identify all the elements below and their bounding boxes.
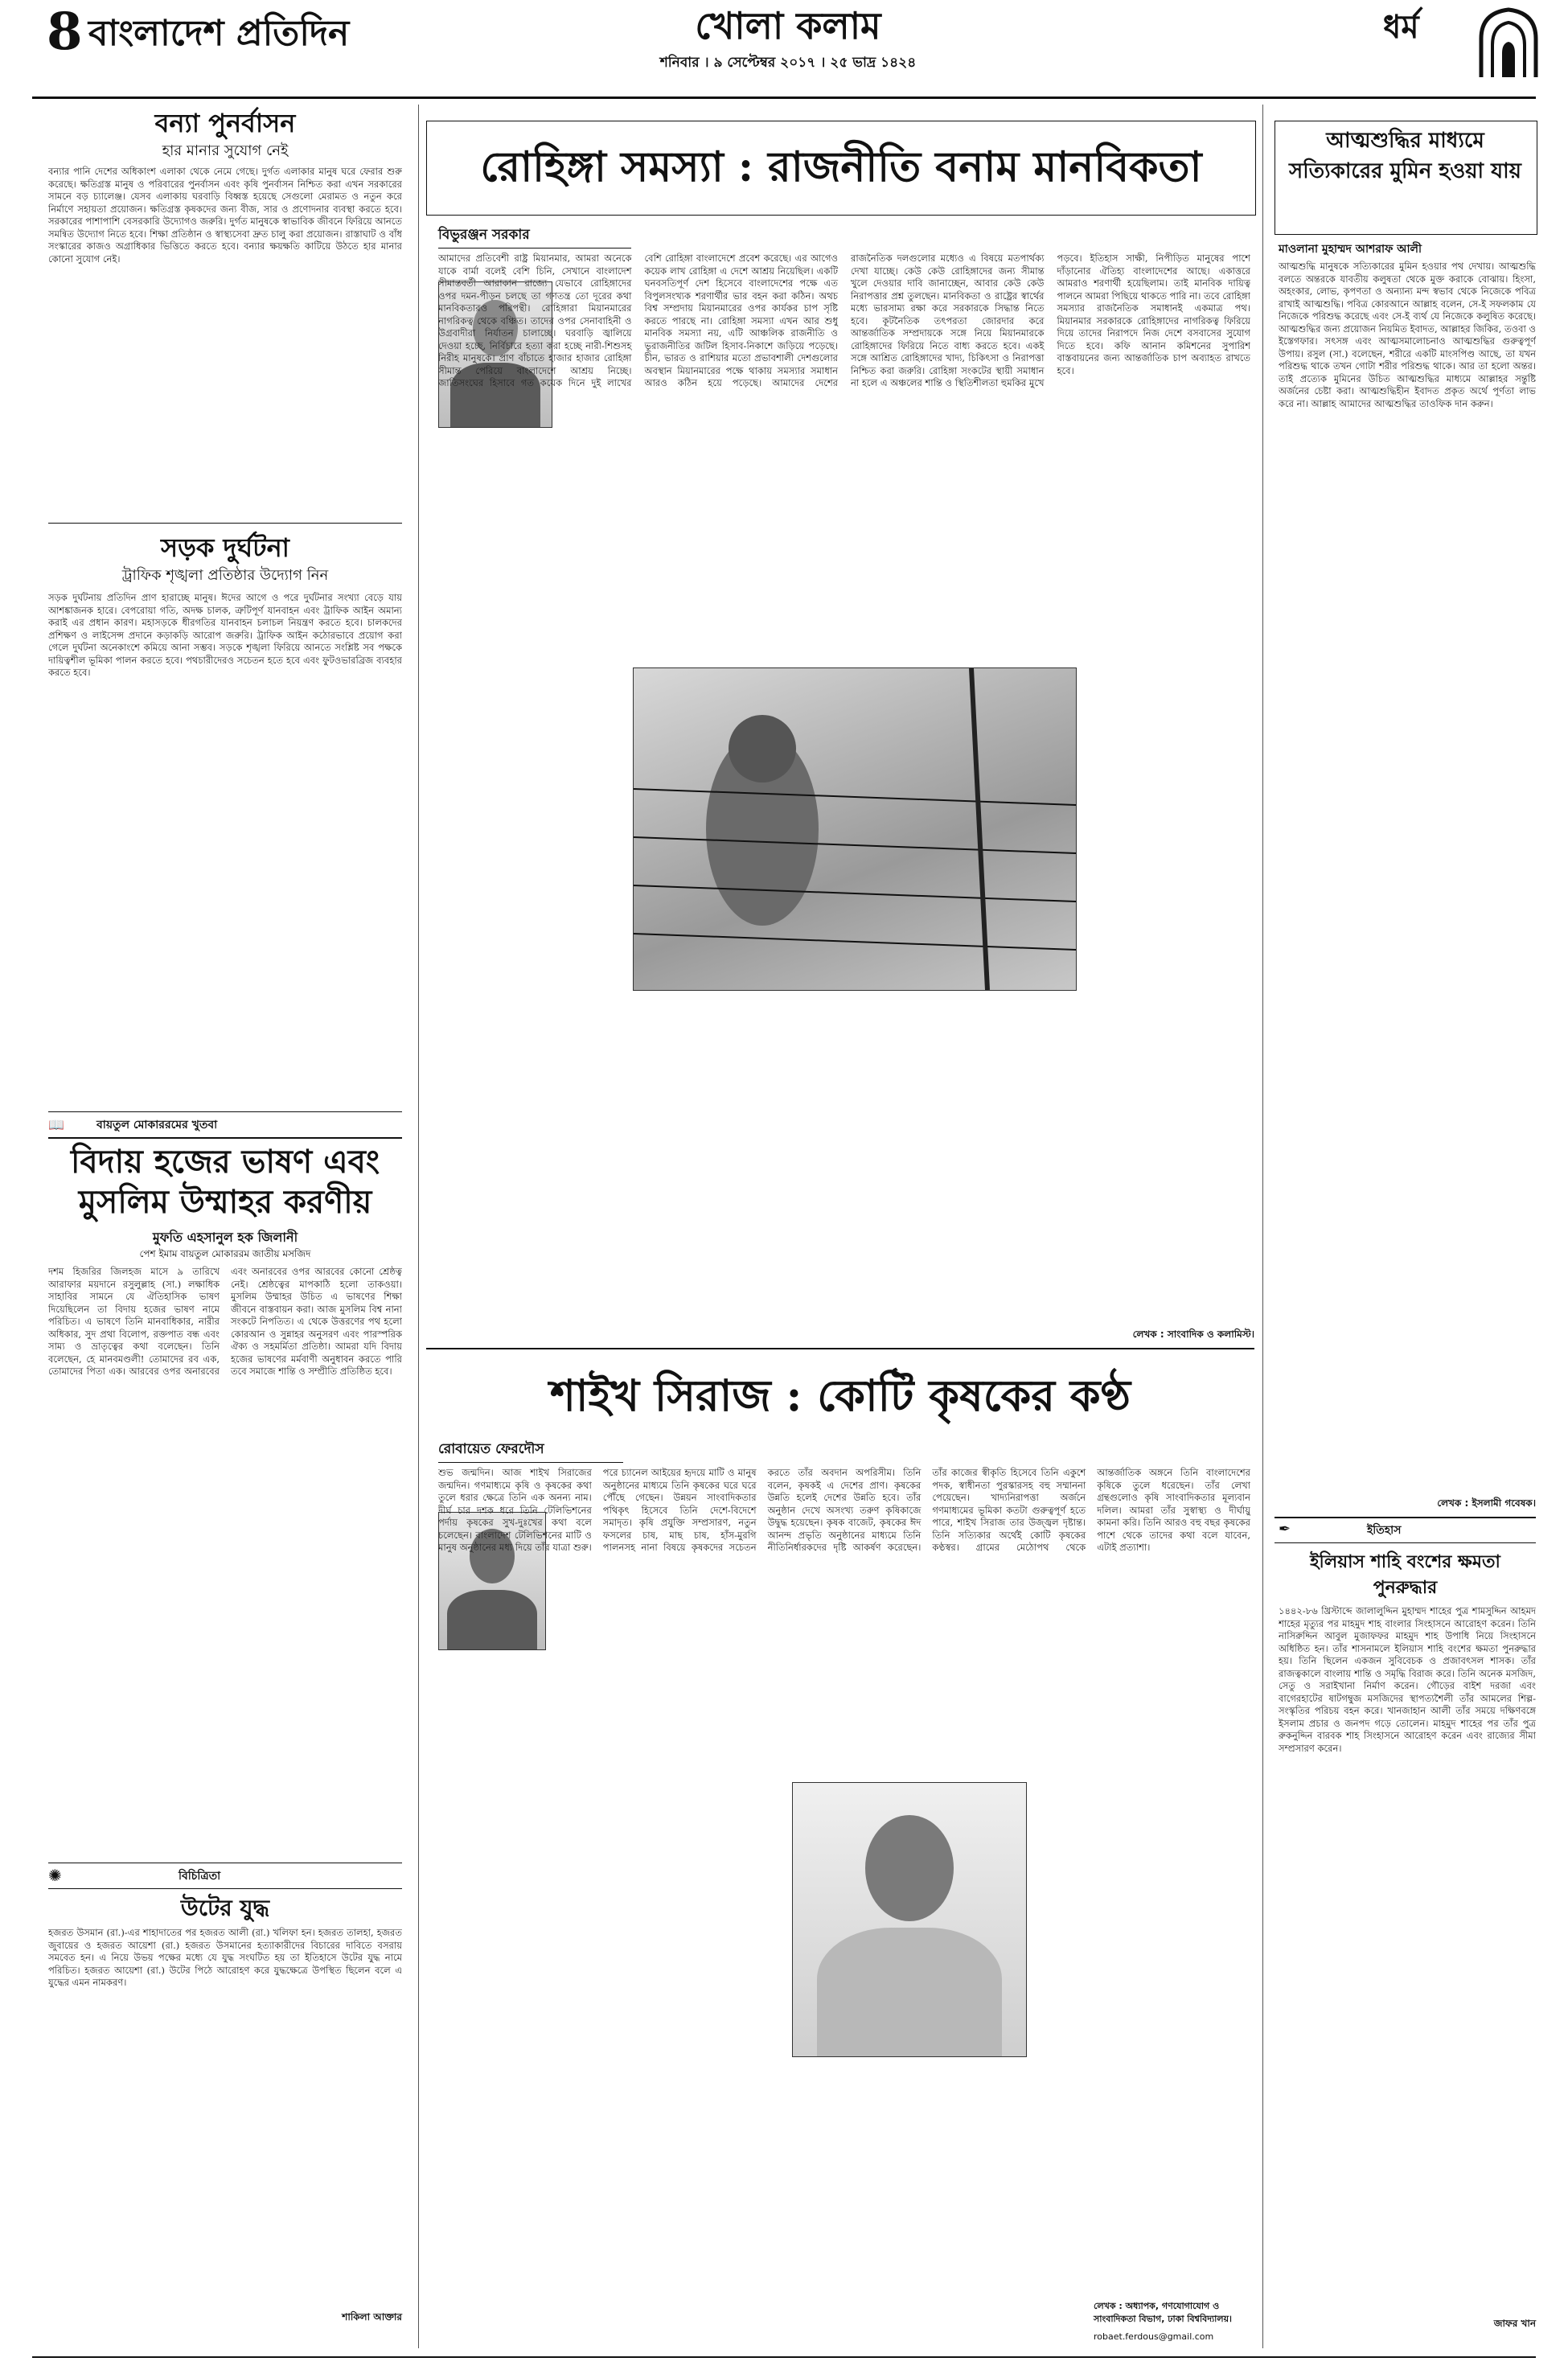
date-line: শনিবার । ৯ সেপ্টেম্বর ২০১৭ । ২৫ ভাদ্র ১৪২৪ — [659, 55, 917, 71]
hajj-title: বিদায় হজের ভাষণ এবং মুসলিম উম্মাহর করণীয় — [70, 1143, 380, 1221]
purity-credit: লেখক : ইসলামী গবেষক। — [1437, 1497, 1536, 1509]
divider — [48, 1111, 402, 1112]
shykh-email: robaet.ferdous@gmail.com — [1094, 2331, 1214, 2342]
misc-label: বিচিত্রিতা — [179, 1870, 221, 1883]
rohingya-footer: লেখক : সাংবাদিক ও কলামিস্ট। — [1132, 1329, 1254, 1340]
shykh-author: রোবায়েত ফেরদৌস — [438, 1441, 544, 1457]
shykh-headline: শাইখ সিরাজ : কোটি কৃষকের কণ্ঠ — [549, 1370, 1131, 1421]
shykh-body: শুভ জন্মদিন। আজ শাইখ সিরাজের জন্মদিন। গণমাধ্যমে কৃষি ও কৃষকের কথা তুলে ধরার ক্ষেত্রে তিনি এক অনন্য নাম। দীর্ঘ চার দশক ধরে তিনি টেলিভিশনের পর্দায় কৃষকের সুখ-দুঃখের কথা বলে চলেছেন। বাংলাদেশ টেলিভিশনের মাটি ও মানুষ অনুষ্ঠানের মধ্য দিয়ে তাঁর যাত্রা শুরু। পরে চ্যানেল আইয়ের হৃদয়ে মাটি ও মানুষ অনুষ্ঠানের মাধ্যমে তিনি কৃষকের ঘরে ঘরে পৌঁছে গেছেন। উন্নয়ন সাংবাদিকতার পথিকৃৎ হিসেবে তিনি দেশে-বিদেশে সমাদৃত। কৃষি প্রযুক্তি সম্প্রসারণ, নতুন ফসলের চাষ, মাছ চাষ, হাঁস-মুরগি পালনসহ নানা বিষয়ে কৃষকদের সচেতন করতে তাঁর অবদান অপরিসীম। তিনি বলেন, কৃষকই এ দেশের প্রাণ। কৃষকের উন্নতি হলেই দেশের উন্নতি হবে। তাঁর অনুষ্ঠান দেখে অসংখ্য তরুণ কৃষিকাজে উদ্বুদ্ধ হয়েছেন। কৃষক বাজেট, কৃষকের ঈদ আনন্দ প্রভৃতি অনুষ্ঠানের মাধ্যমে তিনি নীতিনির্ধারকদের দৃষ্টি আকর্ষণ করেছেন। তাঁর কাজের স্বীকৃতি হিসেবে তিনি একুশে পদক, স্বাধীনতা পুরস্কারসহ বহু সম্মাননা পেয়েছেন। খাদ্যনিরাপত্তা অর্জনে গণমাধ্যমের ভূমিকা কতটা গুরুত্বপূর্ণ হতে পারে, শাইখ সিরাজ তার উজ্জ্বল দৃষ্টান্ত। তিনি সত্যিকার অর্থেই কোটি কৃষকের কণ্ঠস্বর। গ্রামের মেঠোপথ থেকে আন্তর্জাতিক অঙ্গনে তিনি বাংলাদেশের কৃষিকে তুলে ধরেছেন। তাঁর লেখা গ্রন্থগুলোও কৃষি সাংবাদিকতার মূল্যবান দলিল। আমরা তাঁর সুস্বাস্থ্য ও দীর্ঘায়ু কামনা করি। তিনি আরও বহু বছর কৃষকের পাশে থেকে তাদের কথা বলে যাবেন, এটাই প্রত্যাশা। — [438, 1467, 1250, 1553]
ilyas-credit: জাফর খান — [1493, 2318, 1536, 2329]
mosque-arch-icon — [1476, 6, 1541, 79]
camel-title: উটের যুদ্ধ — [180, 1895, 270, 1921]
history-label: ইতিহাস — [1367, 1524, 1402, 1537]
ilyas-body: ১৪৪২-৮৬ খ্রিস্টাব্দে জালালুদ্দিন মুহাম্মদ শাহের পুত্র শামসুদ্দিন আহমদ শাহের মৃত্যুর পর মাহমুদ শাহ বাংলার সিংহাসনে আরোহণ করেন। তিনি নাসিরুদ্দিন আবুল মুজাফফর মাহমুদ শাহ উপাধি নিয়ে সিংহাসনে অধিষ্ঠিত হন। তাঁর শাসনামলে ইলিয়াস শাহি বংশের ক্ষমতা পুনরুদ্ধার হয়। তিনি ছিলেন একজন সুবিবেচক ও প্রজাবৎসল শাসক। তাঁর রাজত্বকালে বাংলায় শান্তি ও সমৃদ্ধি বিরাজ করে। তিনি অনেক মসজিদ, সেতু ও সরাইখানা নির্মাণ করেন। গৌড়ের বাইশ দরজা এবং বাগেরহাটের ষাটগম্বুজ মসজিদের স্থাপত্যশৈলী তাঁর আমলের শিল্প-সংস্কৃতির পরিচয় বহন করে। খানজাহান আলী তাঁর সময়ে দক্ষিণবঙ্গে ইসলাম প্রচার ও জনপদ গড়ে তোলেন। মাহমুদ শাহের পর তাঁর পুত্র রুকনুদ্দিন বারবক শাহ সিংহাসনে আরোহণ করেন এবং রাজ্যের সীমা সম্প্রসারণ করেন। — [1279, 1605, 1536, 1754]
divider — [48, 1137, 402, 1139]
section-title: খোলা কলাম — [695, 4, 881, 47]
flood-body: বন্যার পানি দেশের অধিকাংশ এলাকা থেকে নেমে গেছে। দুর্গত এলাকার মানুষ ঘরে ফেরার শুরু করেছে। ক্ষতিগ্রস্ত মানুষ ও পরিবারের পুনর্বাসন এবং কৃষি পুনর্বাসন নিশ্চিত করা এখন সরকারের সামনে বড় চ্যালেঞ্জ। যেসব এলাকায় ঘরবাড়ি বিধ্বস্ত হয়েছে সেগুলো মেরামত ও নতুন করে নির্মাণে সহায়তা প্রয়োজন। ক্ষতিগ্রস্ত কৃষকদের জন্য বীজ, সার ও প্রণোদনার ব্যবস্থা করতে হবে। সরকারের পাশাপাশি বেসরকারি উদ্যোগও জরুরি। দুর্গত মানুষকে স্বাভাবিক জীবনে ফিরিয়ে আনতে সমন্বিত উদ্যোগ নিতে হবে। শিক্ষা প্রতিষ্ঠান ও স্বাস্থ্যসেবা দ্রুত চালু করা প্রয়োজন। রাস্তাঘাট ও বাঁধ সংস্কারের কাজও অগ্রাধিকার ভিত্তিতে করতে হবে। বন্যার ক্ষয়ক্ষতি কাটিয়ে উঠতে হার মানার কোনো সুযোগ নেই। — [48, 166, 402, 265]
flood-title: বন্যা পুনর্বাসন — [154, 108, 296, 138]
book-icon: 📖 — [48, 1117, 64, 1132]
section-label-religion: ধর্ম — [1383, 8, 1419, 46]
masthead-rule — [32, 97, 1536, 99]
rohingya-body: আমাদের প্রতিবেশী রাষ্ট্র মিয়ানমার, আমরা অনেকে যাকে বার্মা বলেই বেশি চিনি, সেখানে বাংলাদেশ সীমান্তবর্তী আরাকান রাজ্যে যেভাবে রোহিঙ্গাদের ওপর দমন-পীড়ন চলছে তা গণতন্ত্র তো দূরের কথা মানবিকতারও পরিপন্থী। রোহিঙ্গারা মিয়ানমারের নাগরিকত্ব থেকে বঞ্চিত। তাদের ওপর সেনাবাহিনী ও উগ্রবাদীরা নির্যাতন চালাচ্ছে। ঘরবাড়ি জ্বালিয়ে দেওয়া হচ্ছে, নির্বিচারে হত্যা করা হচ্ছে নারী-শিশুসহ নিরীহ মানুষকে। প্রাণ বাঁচাতে হাজার হাজার রোহিঙ্গা সীমান্ত পেরিয়ে বাংলাদেশে আশ্রয় নিচ্ছে। জাতিসংঘের হিসাবে গত কয়েক দিনে দুই লাখের বেশি রোহিঙ্গা বাংলাদেশে প্রবেশ করেছে। এর আগেও কয়েক লাখ রোহিঙ্গা এ দেশে আশ্রয় নিয়েছিল। একটি ঘনবসতিপূর্ণ দেশ হিসেবে বাংলাদেশের পক্ষে এত বিপুলসংখ্যক শরণার্থীর ভার বহন করা কঠিন। অথচ বিশ্ব সম্প্রদায় মিয়ানমারের ওপর কার্যকর চাপ সৃষ্টি করতে পারছে না। রোহিঙ্গা সমস্যা এখন আর শুধু মানবিক সমস্যা নয়, এটি আঞ্চলিক রাজনীতি ও ভূরাজনীতির জটিল হিসাব-নিকাশে জড়িয়ে পড়েছে। চীন, ভারত ও রাশিয়ার মতো প্রভাবশালী দেশগুলোর অবস্থান মিয়ানমারের পক্ষে থাকায় সমস্যার সমাধান আরও কঠিন হয়ে পড়েছে। আমাদের দেশের রাজনৈতিক দলগুলোর মধ্যেও এ বিষয়ে মতপার্থক্য দেখা যাচ্ছে। কেউ কেউ রোহিঙ্গাদের জন্য সীমান্ত খুলে দেওয়ার দাবি জানাচ্ছেন, আবার কেউ কেউ নিরাপত্তার প্রশ্ন তুলছেন। মানবিকতা ও রাষ্ট্রের স্বার্থের মধ্যে ভারসাম্য রক্ষা করে সরকারকে সিদ্ধান্ত নিতে হবে। কূটনৈতিক তৎপরতা জোরদার করে আন্তর্জাতিক সম্প্রদায়কে সঙ্গে নিয়ে মিয়ানমারকে রোহিঙ্গাদের ফিরিয়ে নিতে বাধ্য করতে হবে। একই সঙ্গে আশ্রিত রোহিঙ্গাদের খাদ্য, চিকিৎসা ও নিরাপত্তা নিশ্চিত করা জরুরি। রোহিঙ্গা সংকটের স্থায়ী সমাধান না হলে এ অঞ্চলের শান্তি ও স্থিতিশীলতা হুমকির মুখে পড়বে। ইতিহাস সাক্ষী, নিপীড়িত মানুষের পাশে দাঁড়ানোর ঐতিহ্য বাংলাদেশের আছে। একাত্তরে আমরাও শরণার্থী হয়েছিলাম। তাই মানবিক দায়িত্ব পালনে আমরা পিছিয়ে থাকতে পারি না। তবে রোহিঙ্গা সমস্যার রাজনৈতিক সমাধানই একমাত্র পথ। মিয়ানমার সরকারকে রোহিঙ্গাদের নাগরিকত্ব ফিরিয়ে দিয়ে তাদের নিরাপদে নিজ দেশে বসবাসের সুযোগ দিতে হবে। কফি আনান কমিশনের সুপারিশ বাস্তবায়নের জন্য আন্তর্জাতিক চাপ অব্যাহত রাখতে হবে। — [438, 253, 1250, 388]
purity-body: আত্মশুদ্ধি মানুষকে সত্যিকারের মুমিন হওয়ার পথ দেখায়। আত্মশুদ্ধি বলতে অন্তরকে যাবতীয় কলুষতা থেকে মুক্ত করাকে বোঝায়। হিংসা, অহংকার, লোভ, কৃপণতা ও অন্যান্য মন্দ স্বভাব থেকে নিজেকে পবিত্র রাখাই আত্মশুদ্ধি। পবিত্র কোরআনে আল্লাহ বলেন, সে-ই সফলকাম যে নিজেকে পরিশুদ্ধ করেছে এবং সে-ই ব্যর্থ যে নিজেকে কলুষিত করেছে। আত্মশুদ্ধির জন্য প্রয়োজন নিয়মিত ইবাদত, আল্লাহর জিকির, তওবা ও ইস্তেগফার। সৎসঙ্গ এবং আত্মসমালোচনাও আত্মশুদ্ধির গুরুত্বপূর্ণ উপায়। রসুল (সা.) বলেছেন, শরীরে একটি মাংসপিণ্ড আছে, তা যখন পরিশুদ্ধ থাকে তখন গোটা শরীর পরিশুদ্ধ থাকে। আর তা হলো অন্তর। তাই প্রত্যেক মুমিনের উচিত আত্মশুদ্ধির মাধ্যমে আল্লাহর সন্তুষ্টি অর্জনের চেষ্টা করা। আত্মশুদ্ধিহীন ইবাদত প্রকৃত অর্থে পূর্ণতা লাভ করে না। আল্লাহ আমাদের আত্মশুদ্ধির তাওফিক দান করুন। — [1279, 261, 1536, 409]
road-subtitle: ট্রাফিক শৃঙ্খলা প্রতিষ্ঠার উদ্যোগ নিন — [121, 567, 329, 584]
col-divider-right — [1262, 105, 1263, 2348]
masthead — [0, 0, 1568, 97]
hajj-byline: মুফতি এহসানুল হক জিলানী — [152, 1230, 298, 1245]
bottom-rule — [32, 2356, 1536, 2358]
road-body: সড়ক দুর্ঘটনায় প্রতিদিন প্রাণ হারাচ্ছে মানুষ। ঈদের আগে ও পরে দুর্ঘটনার সংখ্যা বেড়ে যায় আশঙ্কাজনক হারে। বেপরোয়া গতি, অদক্ষ চালক, ত্রুটিপূর্ণ যানবাহন এবং ট্রাফিক আইন অমান্য করাই এর প্রধান কারণ। মহাসড়কে ধীরগতির যানবাহন চলাচল নিয়ন্ত্রণ করতে হবে। চালকদের প্রশিক্ষণ ও লাইসেন্স প্রদানে কড়াকড়ি আরোপ জরুরি। ট্রাফিক আইন কঠোরভাবে প্রয়োগ করা গেলে দুর্ঘটনা অনেকাংশে কমিয়ে আনা সম্ভব। সড়কে শৃঙ্খলা ফিরিয়ে আনতে সংশ্লিষ্ট সব পক্ষকে দায়িত্বশীল ভূমিকা পালন করতে হবে। পথচারীদেরও সচেতন হতে হবে এবং ফুটওভারব্রিজ ব্যবহার করতে হবে। — [48, 592, 402, 678]
divider — [426, 1348, 1254, 1349]
paper-name: বাংলাদেশ প্রতিদিন — [88, 13, 350, 54]
rohingya-photo — [633, 667, 1077, 991]
col-divider-left — [418, 105, 419, 2348]
pen-icon: ✒ — [1279, 1521, 1291, 1538]
purity-title: আত্মশুদ্ধির মাধ্যমে সত্যিকারের মুমিন হওয়া যায় — [1289, 129, 1521, 183]
rohingya-headline: রোহিঙ্গা সমস্যা : রাজনীতি বনাম মানবিকতা — [480, 142, 1202, 191]
divider — [48, 523, 402, 524]
hajj-body: দশম হিজরির জিলহজ মাসে ৯ তারিখে আরাফার ময়দানে রসুলুল্লাহ (সা.) লক্ষাধিক সাহাবির সামনে যে ঐতিহাসিক ভাষণ দিয়েছিলেন তা বিদায় হজের ভাষণ নামে পরিচিত। এ ভাষণে তিনি মানবাধিকার, নারীর অধিকার, সুদ প্রথা বিলোপ, রক্তপাত বন্ধ এবং সাম্য ও ভ্রাতৃত্বের কথা বলেছেন। তিনি বলেছেন, হে মানবমণ্ডলী! তোমাদের রব এক, তোমাদের পিতা এক। আরবের ওপর অনারবের এবং অনারবের ওপর আরবের কোনো শ্রেষ্ঠত্ব নেই। শ্রেষ্ঠত্বের মাপকাঠি হলো তাকওয়া। মুসলিম উম্মাহর উচিত এ ভাষণের শিক্ষা জীবনে বাস্তবায়ন করা। আজ মুসলিম বিশ্ব নানা সংকটে নিপতিত। এ থেকে উত্তরণের পথ হলো কোরআন ও সুন্নাহর অনুসরণ এবং পারস্পরিক ঐক্য ও সহমর্মিতা প্রতিষ্ঠা। আমরা যদি বিদায় হজের ভাষণের মর্মবাণী অনুধাবন করতে পারি তবে সমাজে শান্তি ও সম্প্রীতি প্রতিষ্ঠিত হবে। — [48, 1266, 402, 1377]
ilyas-title: ইলিয়াস শাহি বংশের ক্ষমতা পুনরুদ্ধার — [1310, 1551, 1500, 1598]
camel-body: হজরত উসমান (রা.)-এর শাহাদাতের পর হজরত আলী (রা.) খলিফা হন। হজরত তালহা, হজরত জুবায়ের ও হজরত আয়েশা (রা.) হজরত উসমানের হত্যাকারীদের বিচারের দাবিতে বসরায় সমবেত হন। এ নিয়ে উভয় পক্ষের মধ্যে যে যুদ্ধ সংঘটিত হয় তা ইতিহাসে উটের যুদ্ধ নামে পরিচিত। হজরত আয়েশা (রা.) উটের পিঠে আরোহণ করে যুদ্ধক্ষেত্রে উপস্থিত ছিলেন বলে এ যুদ্ধের এমন নামকরণ। — [48, 1927, 402, 1988]
divider — [1275, 1517, 1536, 1518]
rohingya-author: বিভুরঞ্জন সরকার — [438, 227, 530, 243]
barbed-wire-icon — [634, 668, 1076, 990]
page-number: 8 — [47, 2, 83, 62]
sun-icon: ✺ — [48, 1866, 62, 1885]
road-title: সড়ক দুর্ঘটনা — [161, 532, 289, 563]
divider — [438, 1462, 623, 1463]
flood-subtitle: হার মানার সুযোগ নেই — [162, 142, 289, 159]
sermon-label: বায়তুল মোকাররমের খুতবা — [96, 1119, 218, 1132]
shykh-footer: লেখক : অধ্যাপক, গণযোগাযোগ ও সাংবাদিকতা বিভাগ, ঢাকা বিশ্ববিদ্যালয়। — [1094, 2301, 1232, 2324]
shykh-siraj-photo — [792, 1782, 1027, 2057]
purity-byline: মাওলানা মুহাম্মদ আশরাফ আলী — [1279, 243, 1422, 256]
camel-credit: শাকিলা আক্তার — [342, 2311, 402, 2323]
hajj-byline-sub: পেশ ইমাম বায়তুল মোকাররম জাতীয় মসজিদ — [139, 1248, 311, 1259]
divider — [1275, 1542, 1536, 1543]
divider — [48, 1888, 402, 1889]
